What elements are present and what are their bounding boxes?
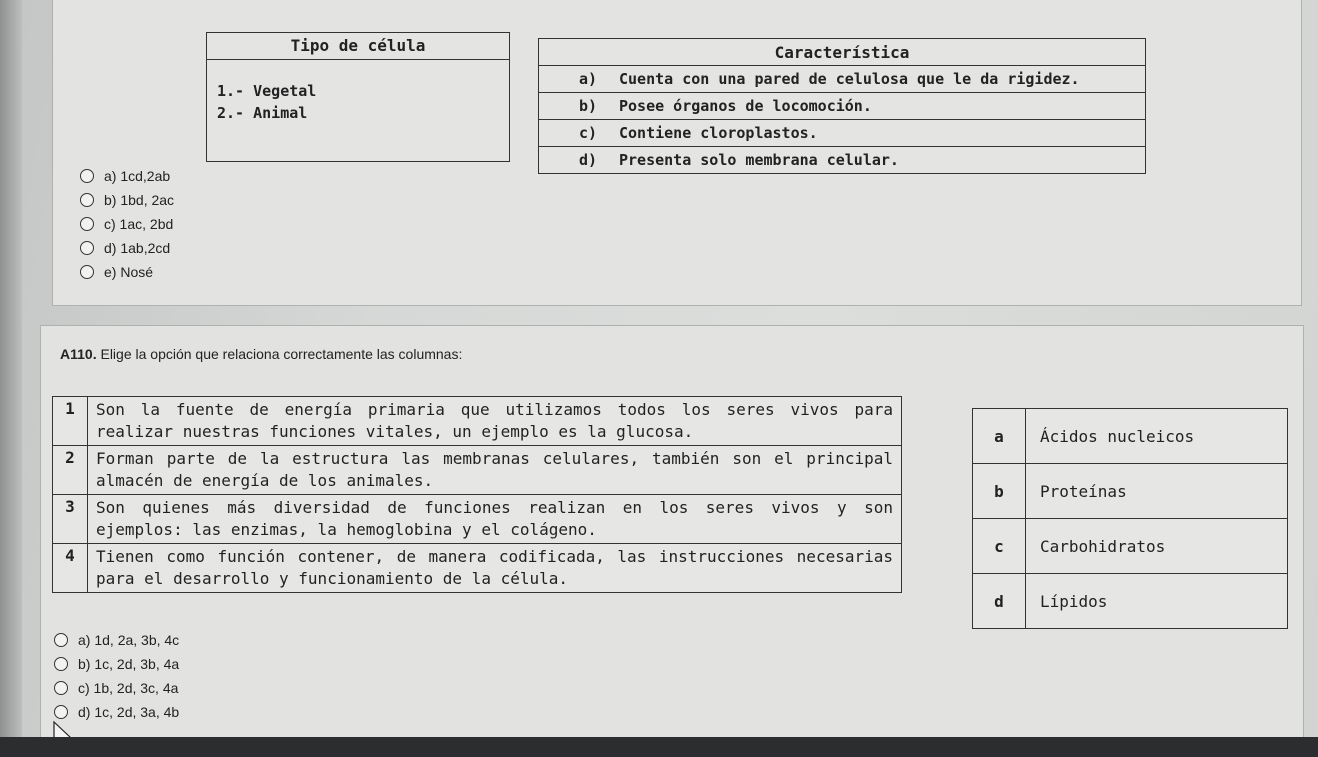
row-text: Son quienes más diversidad de funciones realizan en los seres vivos y son ejemplos: las enzimas, la hemoglobina y el colágeno. <box>88 495 902 544</box>
row-text: Proteínas <box>1026 464 1288 519</box>
row-letter: c) <box>579 124 598 142</box>
row-text: Cuenta con una pared de celulosa que le da rigidez. <box>619 70 1080 88</box>
option-label: b) 1c, 2d, 3b, 4a <box>78 656 180 672</box>
radio-button-icon[interactable] <box>80 193 94 207</box>
option-label: c) 1b, 2d, 3c, 4a <box>78 680 179 696</box>
q1-option-a[interactable] <box>80 164 174 188</box>
table-row <box>53 495 902 544</box>
row-text: Posee órganos de locomoción. <box>619 97 872 115</box>
q1-options <box>80 164 174 284</box>
row-letter: c <box>973 519 1026 574</box>
row-letter: a) <box>579 70 598 88</box>
question-number: A110. <box>60 346 97 362</box>
tipo-item: 1.- Vegetal <box>217 82 317 100</box>
row-number: 3 <box>53 495 88 544</box>
descriptions-table <box>52 396 902 593</box>
caracteristica-row <box>539 93 1146 120</box>
biomolecules-table <box>972 408 1288 629</box>
radio-button-icon[interactable] <box>80 241 94 255</box>
q2-option-b[interactable] <box>54 652 179 676</box>
q2-option-a[interactable] <box>54 628 179 652</box>
row-letter: b) <box>579 97 598 115</box>
option-label: d) 1ab,2cd <box>104 240 171 256</box>
monitor-bezel-left <box>0 0 22 757</box>
table-row <box>973 519 1288 574</box>
caracteristica-table <box>538 38 1146 174</box>
radio-button-icon[interactable] <box>54 681 68 695</box>
q1-option-e[interactable] <box>80 260 174 284</box>
table-row <box>53 397 902 446</box>
tipo-item: 2.- Animal <box>217 104 308 122</box>
caracteristica-row <box>539 66 1146 93</box>
question-prompt <box>60 346 462 362</box>
option-label: e) Nosé <box>104 264 154 280</box>
radio-button-icon[interactable] <box>54 633 68 647</box>
row-text: Contiene cloroplastos. <box>619 124 818 142</box>
row-text: Tienen como función contener, de manera codificada, las instrucciones necesarias para el desarrollo y funcionamiento de la célula. <box>88 544 902 593</box>
row-number: 2 <box>53 446 88 495</box>
q2-options <box>54 628 179 724</box>
tipo-celula-header: Tipo de célula <box>207 33 509 60</box>
caracteristica-row <box>539 147 1146 174</box>
row-text: Son la fuente de energía primaria que utilizamos todos los seres vivos para realizar nuestras funciones vitales, un ejemplo es la glucosa. <box>88 397 902 446</box>
row-number: 4 <box>53 544 88 593</box>
row-number: 1 <box>53 397 88 446</box>
table-row <box>53 544 902 593</box>
row-text: Presenta solo membrana celular. <box>619 151 899 169</box>
option-label: b) 1bd, 2ac <box>104 192 175 208</box>
caracteristica-header: Característica <box>539 39 1146 66</box>
q2-option-c[interactable] <box>54 676 179 700</box>
radio-button-icon[interactable] <box>80 169 94 183</box>
radio-button-icon[interactable] <box>54 657 68 671</box>
option-label: a) 1d, 2a, 3b, 4c <box>78 632 180 648</box>
row-text: Lípidos <box>1026 574 1288 629</box>
row-letter: d) <box>579 151 598 169</box>
table-row <box>973 574 1288 629</box>
q1-option-c[interactable] <box>80 212 174 236</box>
row-letter: d <box>973 574 1026 629</box>
radio-button-icon[interactable] <box>54 705 68 719</box>
question-text: Elige la opción que relaciona correctamente las columnas: <box>100 346 463 362</box>
radio-button-icon[interactable] <box>80 265 94 279</box>
q1-option-d[interactable] <box>80 236 174 260</box>
table-row <box>973 464 1288 519</box>
row-letter: a <box>973 409 1026 464</box>
table-row <box>973 409 1288 464</box>
q1-option-b[interactable] <box>80 188 174 212</box>
table-row <box>53 446 902 495</box>
option-label: a) 1cd,2ab <box>104 168 171 184</box>
radio-button-icon[interactable] <box>80 217 94 231</box>
row-letter: b <box>973 464 1026 519</box>
tipo-celula-table <box>206 32 510 162</box>
row-text: Carbohidratos <box>1026 519 1288 574</box>
row-text: Ácidos nucleicos <box>1026 409 1288 464</box>
caracteristica-row <box>539 120 1146 147</box>
option-label: d) 1c, 2d, 3a, 4b <box>78 704 180 720</box>
option-label: c) 1ac, 2bd <box>104 216 174 232</box>
row-text: Forman parte de la estructura las membranas celulares, también son el principal almacén de energía de los animales. <box>88 446 902 495</box>
monitor-bezel-bottom <box>0 737 1318 757</box>
